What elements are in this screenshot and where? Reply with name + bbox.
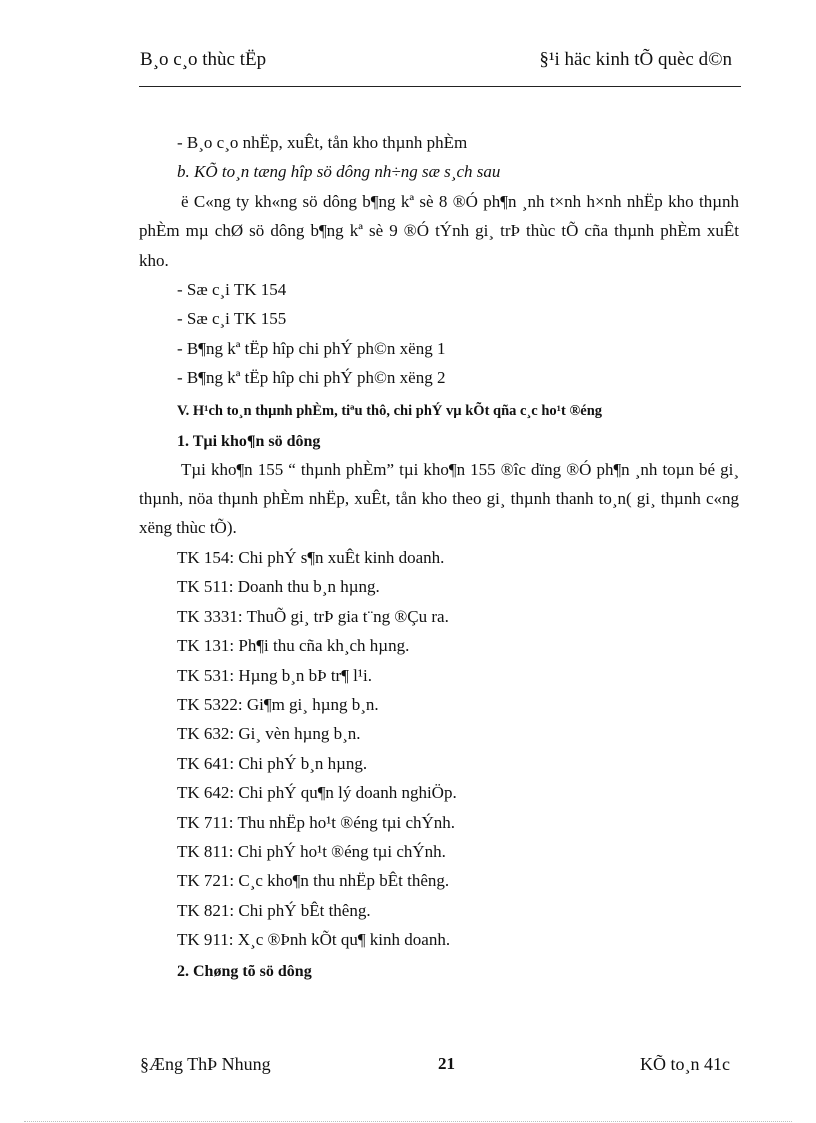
header-divider — [139, 86, 741, 87]
header-left-title: B¸o c¸o thùc tËp — [140, 49, 267, 70]
account-item: TK 154: Chi phÝ s¶n xuÊt kinh doanh. — [177, 547, 445, 567]
section-heading-v: V. H¹ch to¸n thµnh phÈm, tiªu thô, chi phÝ vµ kÕt qña c¸c ho¹t ®éng — [177, 402, 603, 419]
account-item: TK 641: Chi phÝ b¸n hµng. — [177, 753, 368, 773]
footer-author: §Æng ThÞ Nhung — [140, 1054, 271, 1074]
account-item: TK 5322: Gi¶m gi¸ hµng b¸n. — [177, 694, 379, 714]
paragraph-account-155: Tµi kho¶n 155 “ thµnh phÈm” tµi kho¶n 155 ®îc dïng ®Ó ph¶n ¸nh toµn bé gi¸ thµnh, nöa thµnh phÈm nhËp, xuÊt, tån kho theo gi¸ thµnh thanh to¸n( gi¸ thµnh c«ng xëng thùc tÕ). — [139, 459, 739, 538]
account-item: TK 911: X¸c ®Þnh kÕt qu¶ kinh doanh. — [177, 930, 451, 950]
account-item: TK 642: Chi phÝ qu¶n lý doanh nghiÖp. — [177, 783, 457, 803]
account-item: TK 3331: ThuÕ gi¸ trÞ gia t¨ng ®Çu ra. — [177, 606, 449, 626]
list-item: - Sæ c¸i TK 155 — [177, 309, 287, 329]
account-item: TK 131: Ph¶i thu cña kh¸ch hµng. — [177, 636, 410, 656]
report-line: - B¸o c¸o nhËp, xuÊt, tån kho thµnh phÈm — [177, 133, 468, 152]
account-item: TK 632: Gi¸ vèn hµng b¸n. — [177, 724, 361, 744]
account-item: TK 721: C¸c kho¶n thu nhËp bÊt thêng. — [177, 871, 450, 891]
account-item: TK 511: Doanh thu b¸n hµng. — [177, 577, 380, 597]
page-number: 21 — [438, 1054, 455, 1073]
page-body — [139, 128, 739, 985]
account-item: TK 531: Hµng b¸n bÞ tr¶ l¹i. — [177, 665, 372, 685]
page-break-divider — [24, 1121, 792, 1122]
list-item: - B¶ng kª tËp hîp chi phÝ ph©n xëng 2 — [177, 368, 446, 388]
ledger-intro-line: b. KÕ to¸n tæng hîp sö dông nh÷ng sæ s¸ch sau — [177, 162, 501, 182]
account-item: TK 821: Chi phÝ bÊt thêng. — [177, 900, 371, 920]
paragraph-company-ledger: ë C«ng ty kh«ng sö dông b¶ng kª sè 8 ®Ó ph¶n ¸nh t×nh h×nh nhËp kho thµnh phÈm mµ chØ sö dông b¶ng kª sè 9 ®Ó tÝnh gi¸ trÞ thùc tÕ cña thµnh phÈm xuÊt kho. — [139, 191, 739, 270]
list-item: - B¶ng kª tËp hîp chi phÝ ph©n xëng 1 — [177, 338, 446, 358]
header-right-title: §¹i häc kinh tÕ quèc d©n — [539, 49, 732, 70]
subsection-heading-documents: 2. Chøng tõ sö dông — [177, 962, 312, 980]
account-item: TK 811: Chi phÝ ho¹t ®éng tµi chÝnh. — [177, 841, 446, 861]
footer-class: KÕ to¸n 41c — [640, 1054, 730, 1074]
account-item: TK 711: Thu nhËp ho¹t ®éng tµi chÝnh. — [177, 812, 456, 832]
subsection-heading-accounts: 1. Tµi kho¶n sö dông — [177, 432, 321, 450]
list-item: - Sæ c¸i TK 154 — [177, 280, 287, 300]
